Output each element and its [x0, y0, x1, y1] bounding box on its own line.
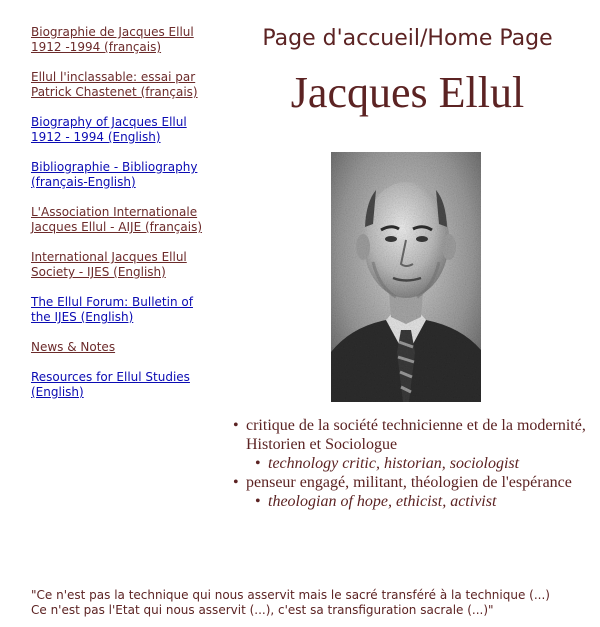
sidebar-nav	[31, 25, 216, 415]
link-bibliography[interactable]: Bibliographie - Bibliography (français-English)	[31, 160, 198, 189]
description-item	[233, 473, 595, 492]
description-text: critique de la société technicienne et de la modernité, Historien et Sociologue	[246, 417, 586, 453]
description-subitem	[233, 454, 595, 473]
description-subtext: technology critic, historian, sociologist	[268, 455, 520, 472]
link-ellul-forum[interactable]: The Ellul Forum: Bulletin of the IJES (English)	[31, 295, 193, 324]
link-aije[interactable]: L'Association Internationale Jacques Ellul - AIJE (français)	[31, 205, 203, 234]
quote-line: Ce n'est pas l'Etat qui nous asservit (...), c'est sa transfiguration sacrale (...)"	[31, 603, 494, 617]
quote-line: "Ce n'est pas la technique qui nous asservit mais le sacré transféré à la technique (...)	[31, 588, 550, 602]
link-biographie-francais[interactable]: Biographie de Jacques Ellul 1912 -1994 (français)	[31, 25, 194, 54]
description-item	[233, 416, 595, 454]
quote-block	[31, 588, 596, 618]
link-biography-english[interactable]: Biography of Jacques Ellul 1912 - 1994 (English)	[31, 115, 187, 144]
description-text: penseur engagé, militant, théologien de l'espérance	[246, 474, 572, 491]
link-resources[interactable]: Resources for Ellul Studies (English)	[31, 370, 190, 399]
main-heading: Jacques Ellul	[290, 68, 525, 117]
bullet-icon: •	[233, 417, 239, 434]
link-ellul-inclassable[interactable]: Ellul l'inclassable: essai par Patrick Chastenet (français)	[31, 70, 198, 99]
bullet-icon: •	[233, 474, 239, 491]
description-subtext: theologian of hope, ethicist, activist	[268, 493, 497, 510]
portrait-photo	[331, 152, 481, 402]
bullet-icon: •	[255, 455, 261, 472]
page-title: Page d'accueil/Home Page	[262, 26, 553, 51]
bullet-icon: •	[255, 493, 261, 510]
description-subitem	[233, 492, 595, 511]
description-list	[233, 416, 595, 511]
link-ijes[interactable]: International Jacques Ellul Society - IJES (English)	[31, 250, 187, 279]
link-news-notes[interactable]: News & Notes	[31, 340, 116, 354]
